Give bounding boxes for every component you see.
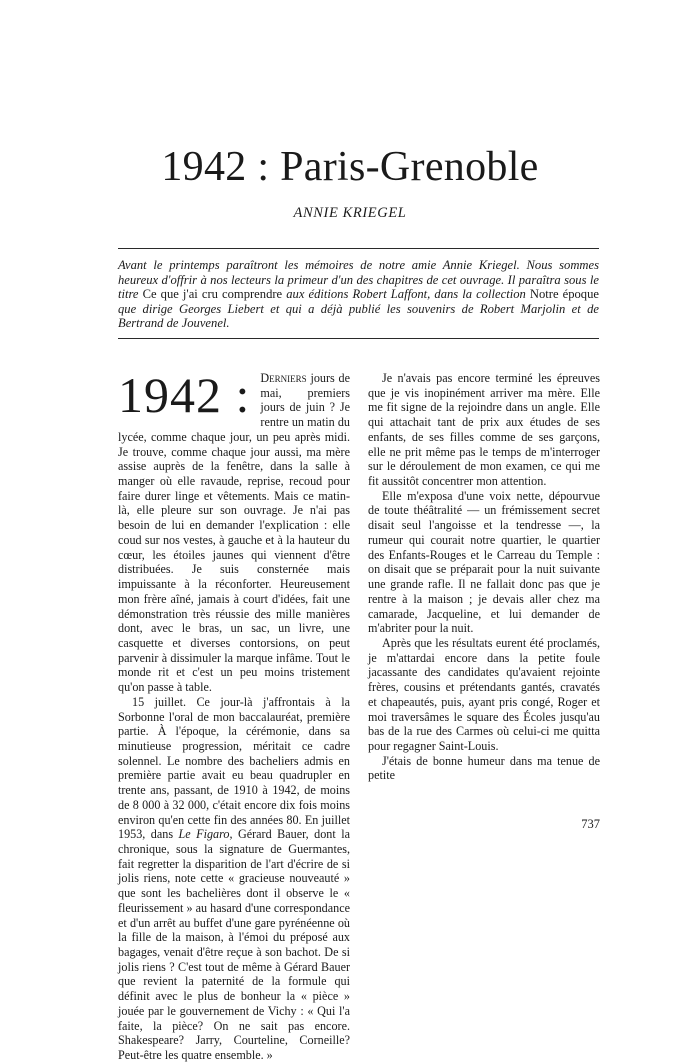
paragraph-text: Elle m'exposa d'une voix nette, dépourvue de toute théâtralité — un frémissement secret disait seul l'angoisse et la tendresse —, la rumeur qui courait notre quartier, le quartier des Enfants-Rouges et le Carreau du Temple : on disait que se préparait pour la nuit suivante une grande rafle. Il ne fallait donc pas que je rentre à la maison ; je devais aller chez ma camarade, Jacqueline, et lui demander de m'abriter pour la nuit.: [368, 488, 600, 636]
collection-title: Notre époque: [529, 287, 599, 302]
paragraph-text: 15 juillet. Ce jour-là j'affrontais à la Sorbonne l'oral de mon baccalauréat, première partie. À l'époque, la cérémonie, dans sa minutieuse progression, méritait ce cadre solennel. Le nombre des bacheliers admis en première partie avait eu beau quadrupler en trente ans, passant, de 1910 à 1942, de moins de 8 000 à 32 000, c'était encore dix fois moins environ qu'en cette fin des années 80. En juillet 1953, dans: [118, 694, 350, 842]
paragraph: [368, 636, 600, 754]
intro-rule-bottom: [118, 338, 599, 339]
lead-in: Derniers: [260, 371, 307, 385]
paragraph: [368, 489, 600, 636]
paragraph-text: Gérard Bauer, dont la chronique, sous la signature de Guermantes, fait regretter la disparition de l'art d'écrire de si jolis riens, note cette « gracieuse nouveauté » que sont les bachelières dont il observe le « fleurissement » au hasard d'une correspondance et d'un arrêt au buffet d'une gare pyrénéenne où la fille de la maison, à l'émoi du préposé aux bagages, venait d'être reçue à son bachot. De si jolis riens ? C'est tout de même à Gérard Bauer que revient la paternité de la formule qui définit avec le plus de bonheur la « pièce » jouée par le gouvernement de Vichy : « Qui l'a faite, la pièce? On ne sait pas encore. Shakespeare? Jarry, Courteline, Corneille? Peut-être les quatre ensemble. »: [118, 827, 350, 1063]
article-title: 1942 : Paris-Grenoble: [161, 144, 539, 190]
paragraph-text: J'étais de bonne humeur dans ma tenue de petite: [368, 753, 600, 783]
newspaper-title: Le Figaro,: [178, 827, 233, 842]
intro-text-2: aux éditions Robert Laffont, dans la collection: [286, 287, 526, 302]
book-title: Ce que j'ai cru comprendre: [142, 287, 283, 302]
drop-cap-date: 1942 :: [118, 367, 251, 423]
paragraph: [118, 695, 350, 1063]
body-column-right: [368, 371, 600, 783]
editorial-intro: [118, 258, 599, 331]
page-number: 737: [581, 817, 600, 831]
paragraph: [368, 371, 600, 489]
intro-text-3: que dirige Georges Liebert et qui a déjà publié les souvenirs de Robert Marjolin et de Bertrand de Jouvenel.: [118, 301, 599, 331]
article-author: ANNIE KRIEGEL: [293, 205, 407, 221]
paragraph: [368, 754, 600, 783]
paragraph-text: jours de mai, premiers jours de juin ? Je rentre un matin du lycée, comme chaque jour, un peu après midi. Je trouve, comme chaque jour aussi, ma mère assise auprès de la fenêtre, dans la salle à manger où elle ravaude, reprise, recoud pour faire durer linge et vêtements. Mais ce matin-là, elle pleure sur son ouvrage. Je n'ai pas besoin de lui en demander l'explication : elle coud sur nos vestes, à gauche et à la hauteur du cœur, les étoiles jaunes qui viennent d'être distribuées. Je suis consternée mais impuissante à la réconforter. Heureusement mon frère aîné, jamais à court d'idées, fait une démonstration très réussie des mille manières dont, avec le bras, un sac, un livre, une casquette et diverses contorsions, on peut parvenir à dissimuler la marque infâme. Tout le monde rit et c'est un peu moins tristement qu'on passe à table.: [118, 371, 350, 695]
body-column-left: [118, 367, 350, 1063]
paragraph-text: Après que les résultats eurent été proclamés, je m'attardai encore dans la petite foule jacassante des candidates qu'avaient rejointe frères, cousins et prétendants gantés, cravatés et chapeautés, puis, ayant pris congé, Roger et moi traversâmes le square des Écoles jusqu'au bas de la rue des Carmes où celui-ci me quitta pour regagner Saint-Louis.: [368, 635, 600, 753]
intro-text-1: Avant le printemps paraîtront les mémoires de notre amie Annie Kriegel. Nous sommes heureux d'offrir à nos lecteurs la primeur d'un des chapitres de cet ouvrage. Il paraîtra sous le titre: [118, 258, 599, 302]
paragraph-text: Je n'avais pas encore terminé les épreuves que je vis inopinément arriver ma mère. Elle me fit signe de la rejoindre dans un angle. Elle qui attachait tant de prix aux études de ses enfants, de ses filles comme de ses garçons, elle ne prit même pas le temps de m'interroger sur le déroulement de mon examen, ce qui me fit aussitôt concentrer mon attention.: [368, 371, 600, 489]
paragraph: [118, 367, 350, 695]
intro-rule-top: [118, 248, 599, 249]
